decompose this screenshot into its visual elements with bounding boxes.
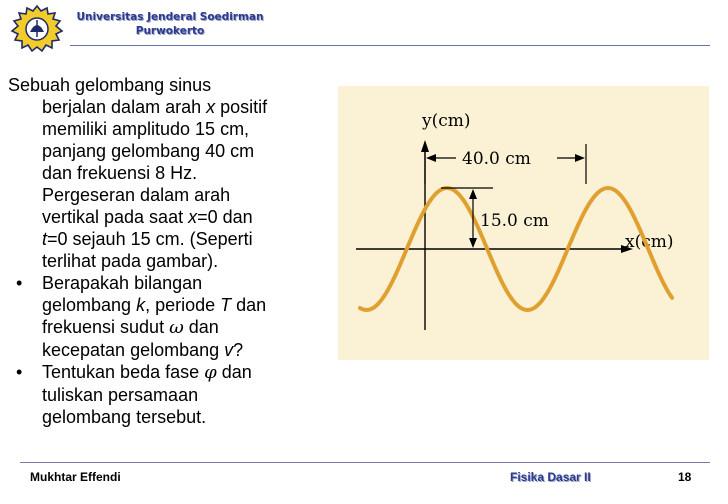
university-header [70, 10, 270, 38]
wave-diagram [338, 86, 709, 360]
wave-figure [338, 86, 709, 360]
question-1: • Berapakah bilangan gelombang k, periode T dan frekuensi sudut ω dan kecepatan gelombang v? [16, 273, 267, 360]
x-axis-label: x(cm) [625, 232, 674, 252]
intro-line-8: t=0 sejauh 15 cm. (Seperti [42, 229, 253, 249]
footer-course: Fisika Dasar II [510, 470, 591, 484]
intro-line-2: berjalan dalam arah x positif [42, 97, 268, 117]
footer-divider [20, 462, 710, 463]
footer-author: Mukhtar Effendi [30, 470, 121, 484]
problem-intro [8, 74, 343, 272]
bullet-marker: • [16, 362, 23, 382]
intro-line-3: memiliki amplitudo 15 cm, [42, 119, 250, 139]
intro-line-7: vertikal pada saat x=0 dan [42, 207, 253, 227]
intro-line-6: Pergeseran dalam arah [42, 185, 231, 205]
intro-line-5: dan frekuensi 8 Hz. [42, 163, 198, 183]
university-name: Universitas Jenderal Soedirman [76, 11, 264, 23]
question-2: • Tentukan beda fase φ dan tuliskan persamaan gelombang tersebut. [16, 362, 252, 427]
header-divider [70, 45, 710, 46]
y-axis-label: y(cm) [422, 111, 471, 131]
university-logo [10, 4, 64, 54]
amplitude-arrow-bottom [469, 238, 477, 248]
amplitude-label: 15.0 cm [480, 211, 549, 231]
university-city: Purwokerto [135, 25, 205, 37]
wavelength-arrow-left [426, 154, 436, 162]
page-number: 18 [678, 470, 692, 484]
intro-line-1: Sebuah gelombang sinus [8, 75, 212, 95]
wavelength-label: 40.0 cm [462, 149, 531, 169]
intro-line-4: panjang gelombang 40 cm [42, 141, 255, 161]
amplitude-arrow-top [469, 189, 477, 199]
problem-text [8, 74, 343, 428]
bullet-marker: • [16, 273, 23, 293]
omega-symbol: ω [169, 317, 184, 338]
phi-symbol: φ [204, 362, 217, 383]
wavelength-arrow-right [575, 154, 585, 162]
intro-line-9: terlihat pada gambar). [42, 251, 219, 271]
